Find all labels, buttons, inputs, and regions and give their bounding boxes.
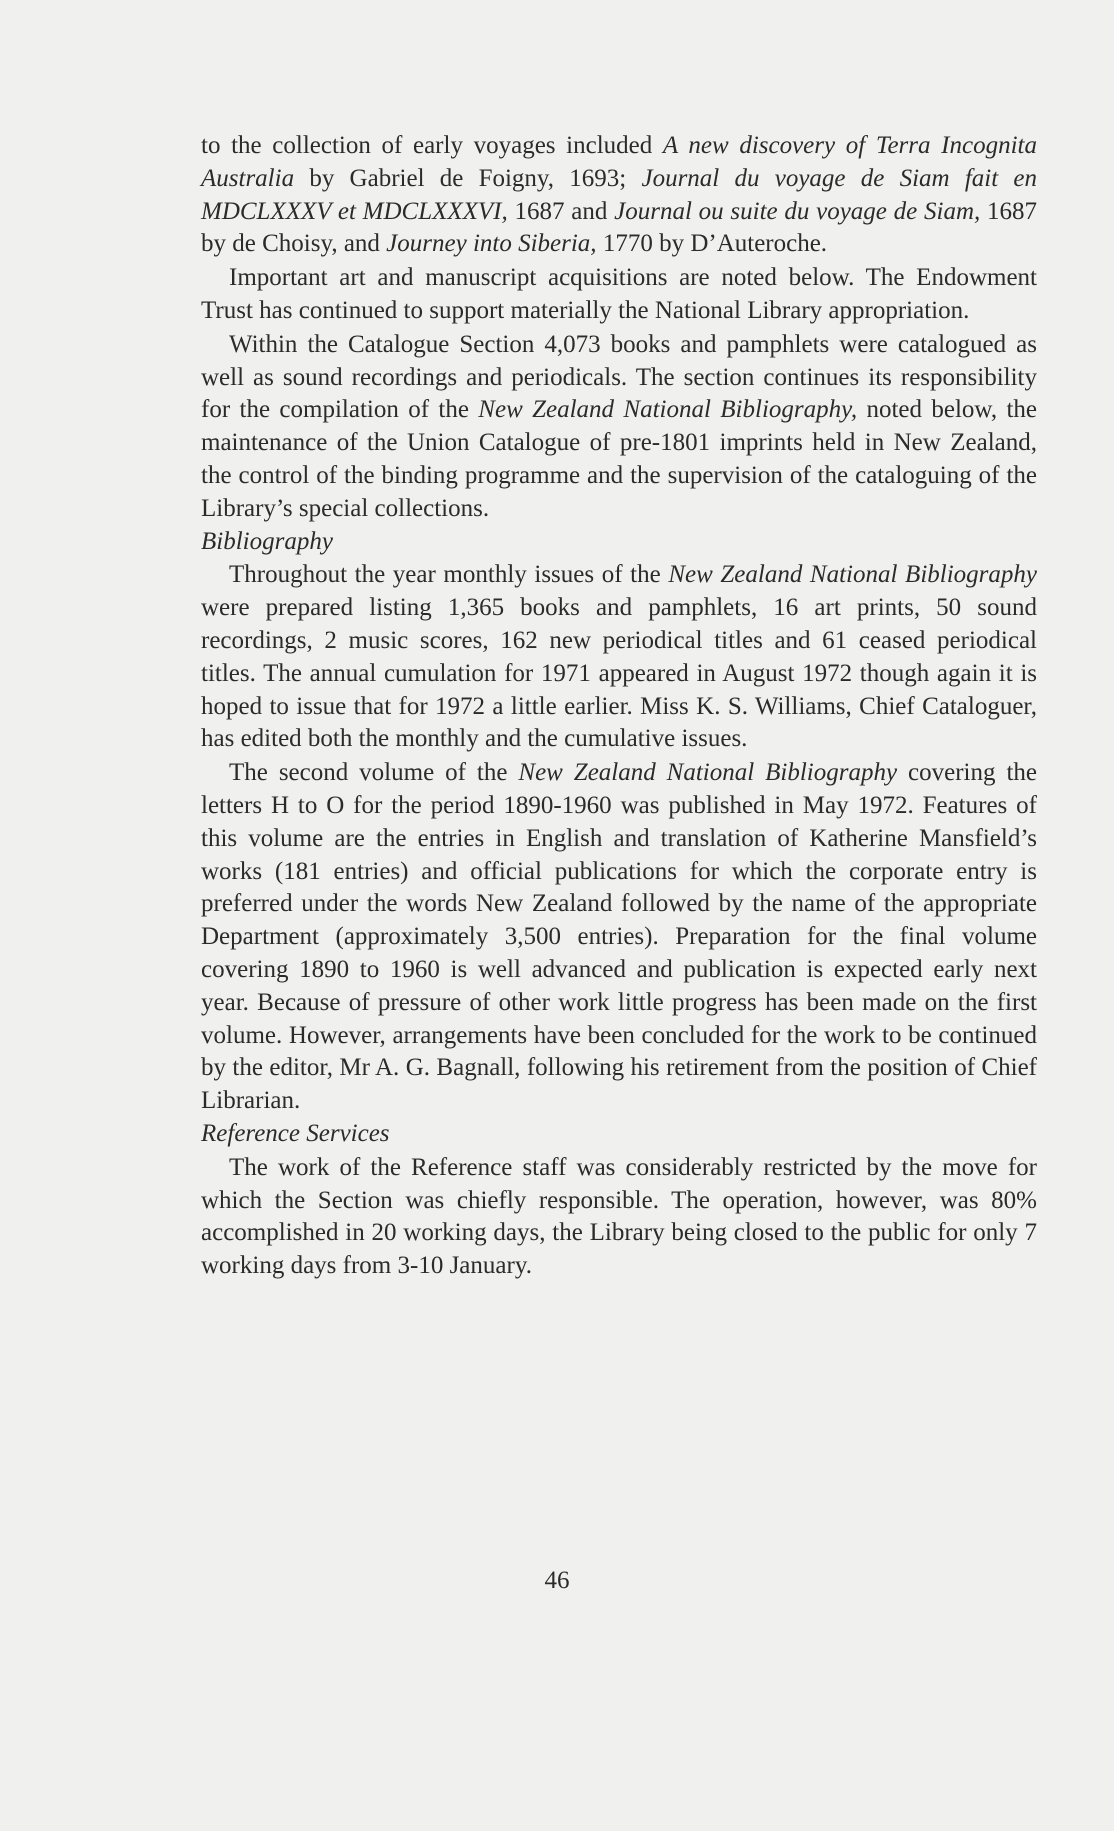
paragraph-acquisitions: Important art and manuscript acquisitions are noted below. The Endowment Trust has continued to support materially the National Library appropriation. [201, 264, 1037, 324]
italic-title: Journey into Siberia, [386, 230, 597, 258]
italic-title: New Zealand National Bibliography [668, 561, 1037, 589]
section-heading-bibliography: Bibliography [201, 527, 333, 555]
page-number: 46 [544, 1567, 570, 1594]
paragraph-second-volume: The second volume of the New Zealand National Bibliography covering the letters H to O for the period 1890-1960 was published in May 1972. Features of this volume are the entries in English and translation of Katherine Mansfield’s works (181 entries) and official publications for which the corporate entry is preferred under the words New Zealand followed by the name of the appropriate Department (approximately 3,500 entries). Preparation for the final volume covering 1890 to 1960 is well advanced and publication is expected early next year. Because of pressure of other work little progress has been made on the first volume. However, arrangements have been concluded for the work to be continued by the editor, Mr A. G. Bagnall, following his retirement from the position of Chief Librarian. [201, 759, 1037, 1115]
section-heading-reference-services: Reference Services [201, 1119, 390, 1147]
italic-title: New Zealand National Bibliography [518, 759, 898, 787]
paragraph-voyages: to the collection of early voyages included A new discovery of Terra Incognita Australia by Gabriel de Foigny, 1693; Journal du voyage de Siam fait en MDCLXXXV et MDCLXXXVI, 1687 and Journal ou suite du voyage de Siam, 1687 by de Choisy, and Journey into Siberia, 1770 by D’Auteroche. [201, 132, 1038, 258]
italic-title: Journal du voyage de Siam fait en MDCLXXXV et MDCLXXXVI, [201, 164, 1037, 225]
paragraph-reference-staff: The work of the Reference staff was considerably restricted by the move for which the Section was chiefly responsible. The operation, however, was 80% accomplished in 20 working days, the Library being closed to the public for only 7 working days from 3-10 January. [201, 1153, 1037, 1280]
italic-title: New Zealand National Bibliography, [478, 396, 858, 424]
paragraph-catalogue-section: Within the Catalogue Section 4,073 books and pamphlets were catalogued as well as sound recordings and periodicals. The section continues its responsibility for the compilation of the New Zealand National Bibliography, noted below, the maintenance of the Union Catalogue of pre-1801 imprints held in New Zealand, the control of the binding programme and the supervision of the cataloguing of the Library’s special collections. [201, 330, 1037, 522]
paragraph-monthly-issues: Throughout the year monthly issues of the New Zealand National Bibliography were prepared listing 1,365 books and pamphlets, 16 art prints, 50 sound recordings, 2 music scores, 162 new periodical titles and 61 ceased periodical titles. The annual cumulation for 1971 appeared in August 1972 though again it is hoped to issue that for 1972 a little earlier. Miss K. S. Williams, Chief Cataloguer, has edited both the monthly and the cumulative issues. [201, 561, 1037, 753]
body-text [201, 130, 1037, 1283]
italic-title: A new discovery of Terra Incognita Australia [201, 132, 1037, 192]
italic-title: Journal ou suite du voyage de Siam, [614, 197, 981, 225]
